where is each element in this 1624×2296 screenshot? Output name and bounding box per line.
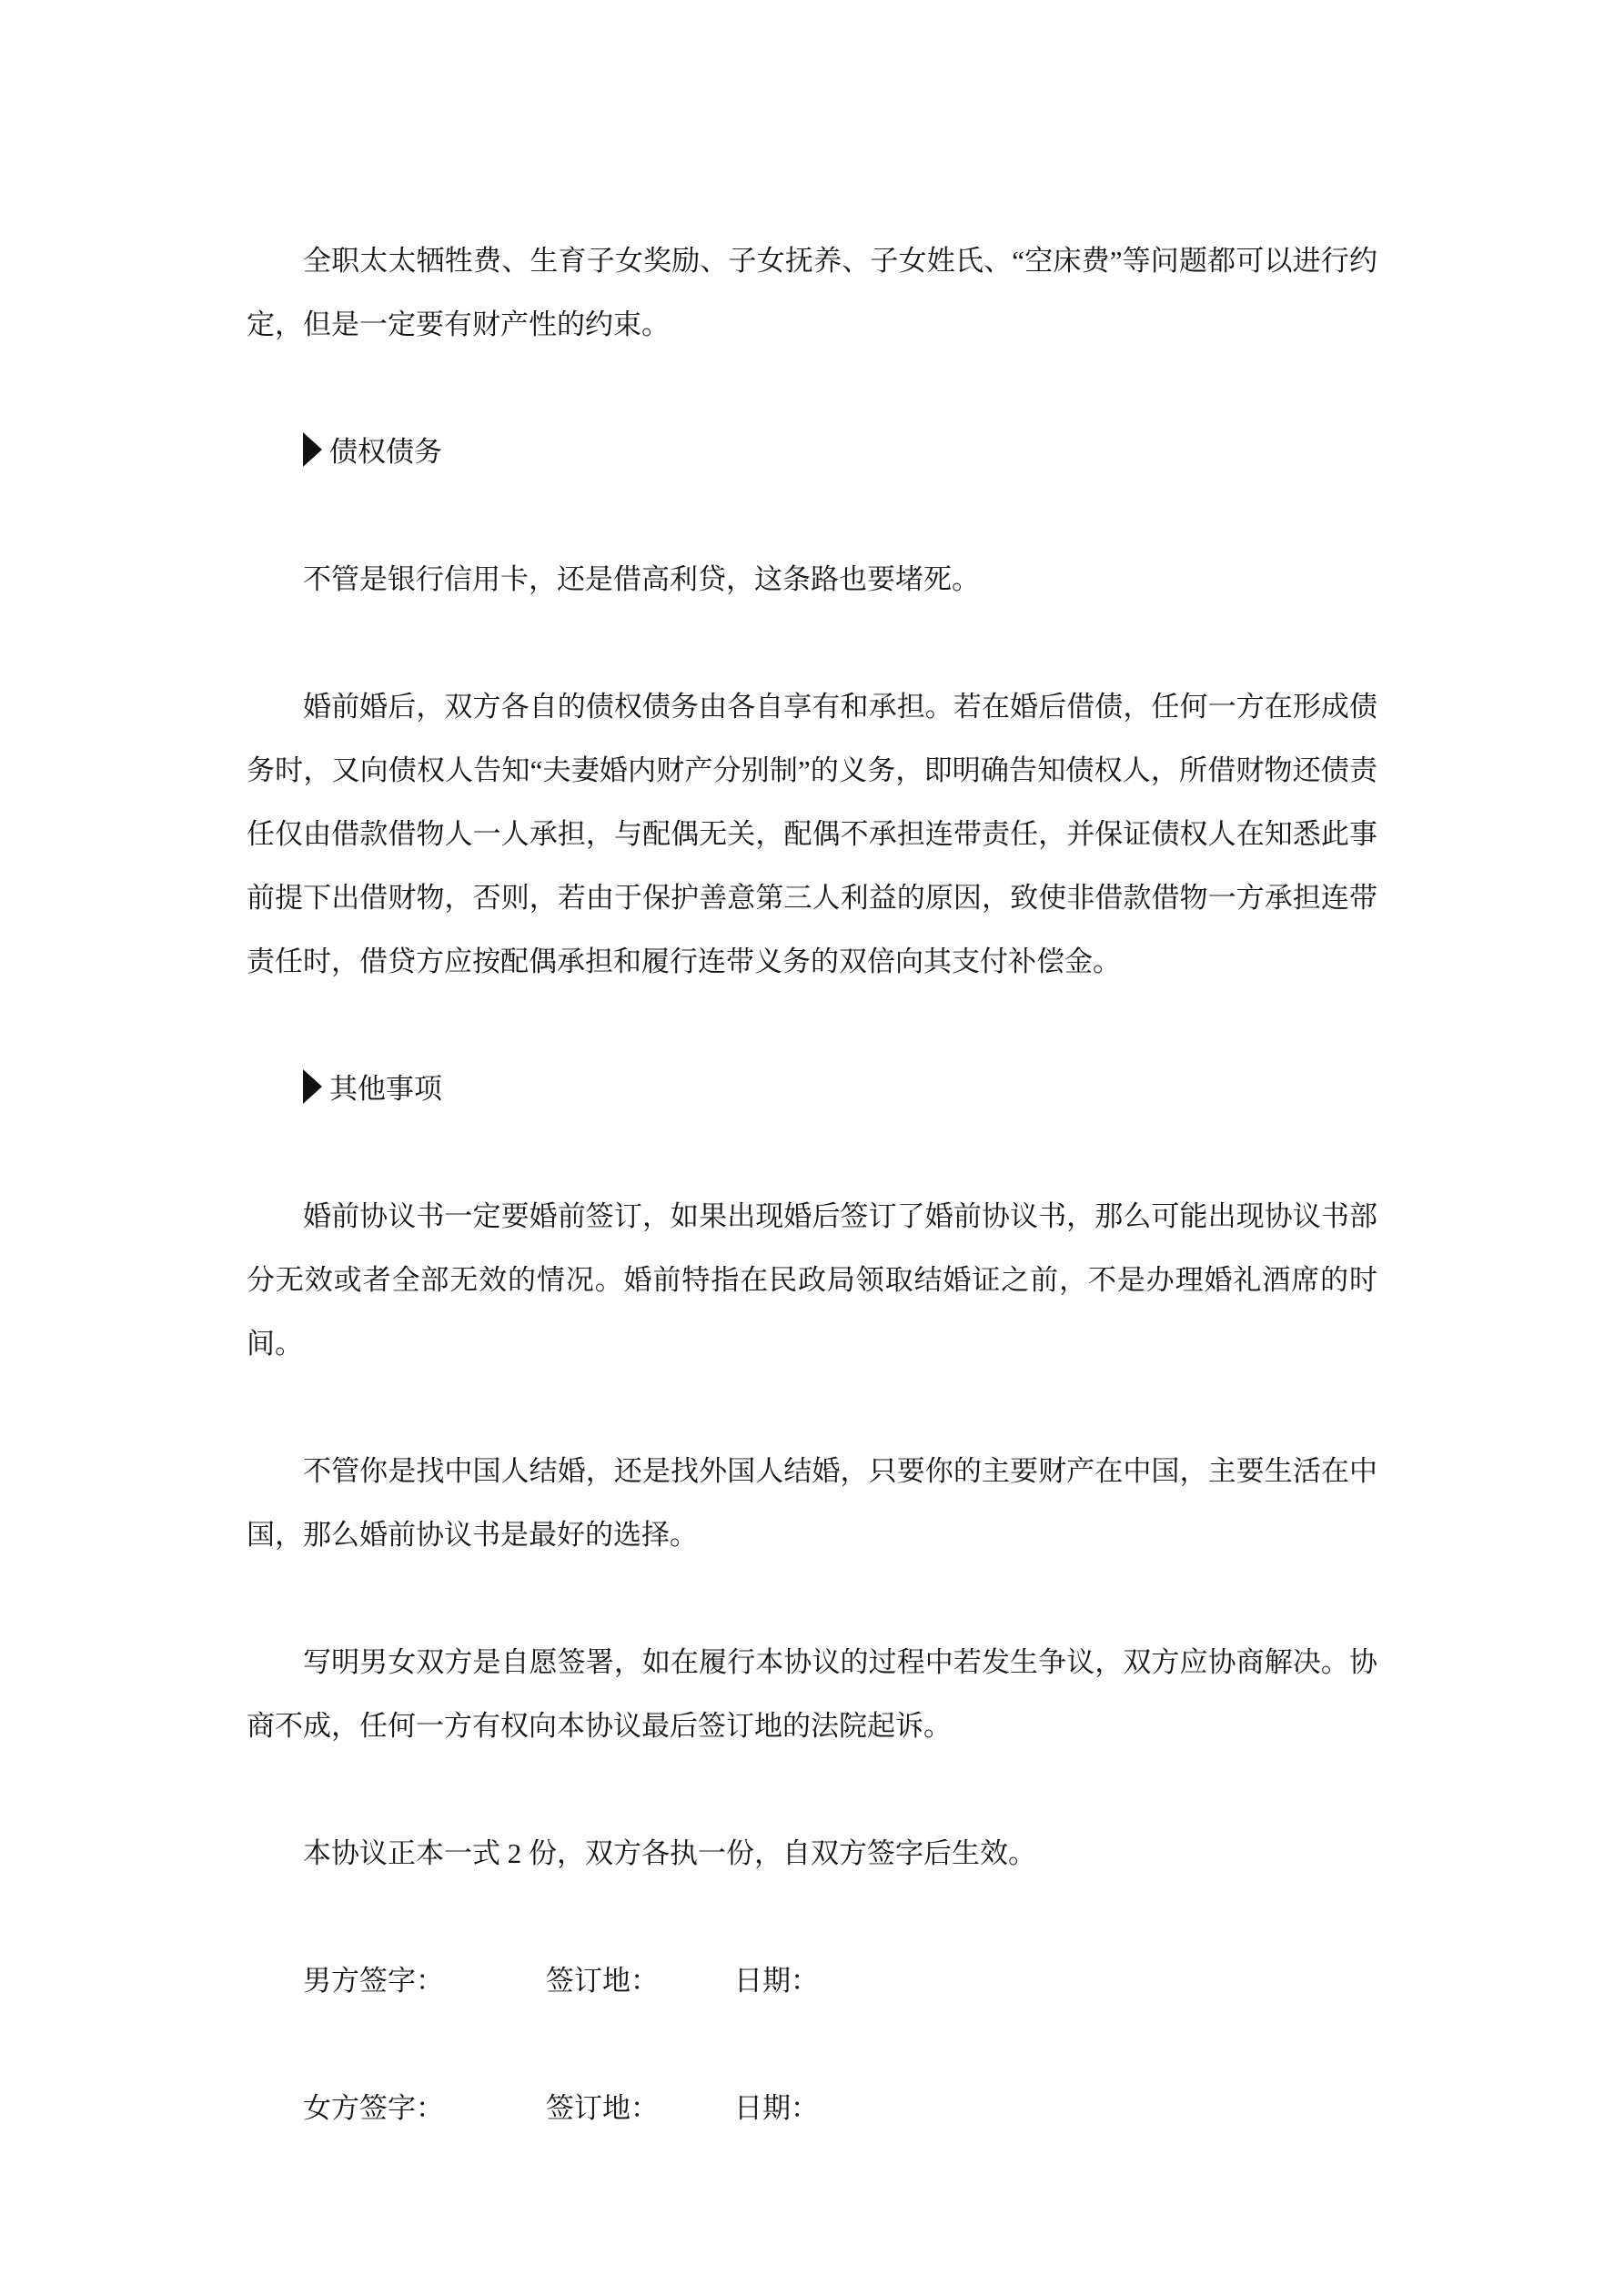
right-triangle-icon: [303, 432, 322, 467]
wife-signature-label: 女方签字：: [303, 2092, 444, 2124]
signing-place-label: 签订地：: [546, 1965, 659, 1997]
heading-other-matters: [247, 1057, 1377, 1121]
right-triangle-icon: [303, 1069, 322, 1104]
husband-signature-label: 男方签字：: [303, 1965, 444, 1997]
para-dispute-resolution: 写明男女双方是自愿签署，如在履行本协议的过程中若发生争议，双方应协商解决。协商不成，任何一方有权向本协议最后签订地的法院起诉。: [247, 1646, 1377, 1742]
date-label: 日期：: [734, 1965, 819, 1997]
signature-row-wife: [247, 2077, 1377, 2140]
para-credit-loans: 不管是银行信用卡，还是借高利贷，这条路也要堵死。: [303, 563, 980, 595]
signing-place-label: 签订地：: [546, 2092, 659, 2124]
signature-row-husband: [247, 1949, 1377, 2013]
para-assets-in-china: 不管你是找中国人结婚，还是找外国人结婚，只要你的主要财产在中国，主要生活在中国，那么婚前协议书是最好的选择。: [247, 1455, 1377, 1551]
para-signing-time: 婚前协议书一定要婚前签订，如果出现婚后签订了婚前协议书，那么可能出现协议书部分无效或者全部无效的情况。婚前特指在民政局领取结婚证之前，不是办理婚礼酒席的时间。: [247, 1200, 1377, 1360]
para-agreement-scope: 全职太太牺牲费、生育子女奖励、子女抚养、子女姓氏、“空床费”等问题都可以进行约定，但是一定要有财产性的约束。: [247, 245, 1377, 340]
date-label: 日期：: [734, 2092, 819, 2124]
para-copies-effectiveness: 本协议正本一式 2 份，双方各执一份，自双方签字后生效。: [303, 1837, 1036, 1869]
heading-debts-label: 债权债务: [329, 436, 442, 468]
heading-other-matters-label: 其他事项: [329, 1073, 442, 1105]
heading-debts: [247, 420, 1377, 484]
para-debt-liability: 婚前婚后，双方各自的债权债务由各自享有和承担。若在婚后借债，任何一方在形成债务时，又向债权人告知“夫妻婚内财产分别制”的义务，即明确告知债权人，所借财物还债责任仅由借款借物人一人承担，与配偶无关，配偶不承担连带责任，并保证债权人在知悉此事前提下出借财物，否则，若由于保护善意第三人利益的原因，致使非借款借物一方承担连带责任时，借贷方应按配偶承担和履行连带义务的双倍向其支付补偿金。: [247, 691, 1377, 977]
